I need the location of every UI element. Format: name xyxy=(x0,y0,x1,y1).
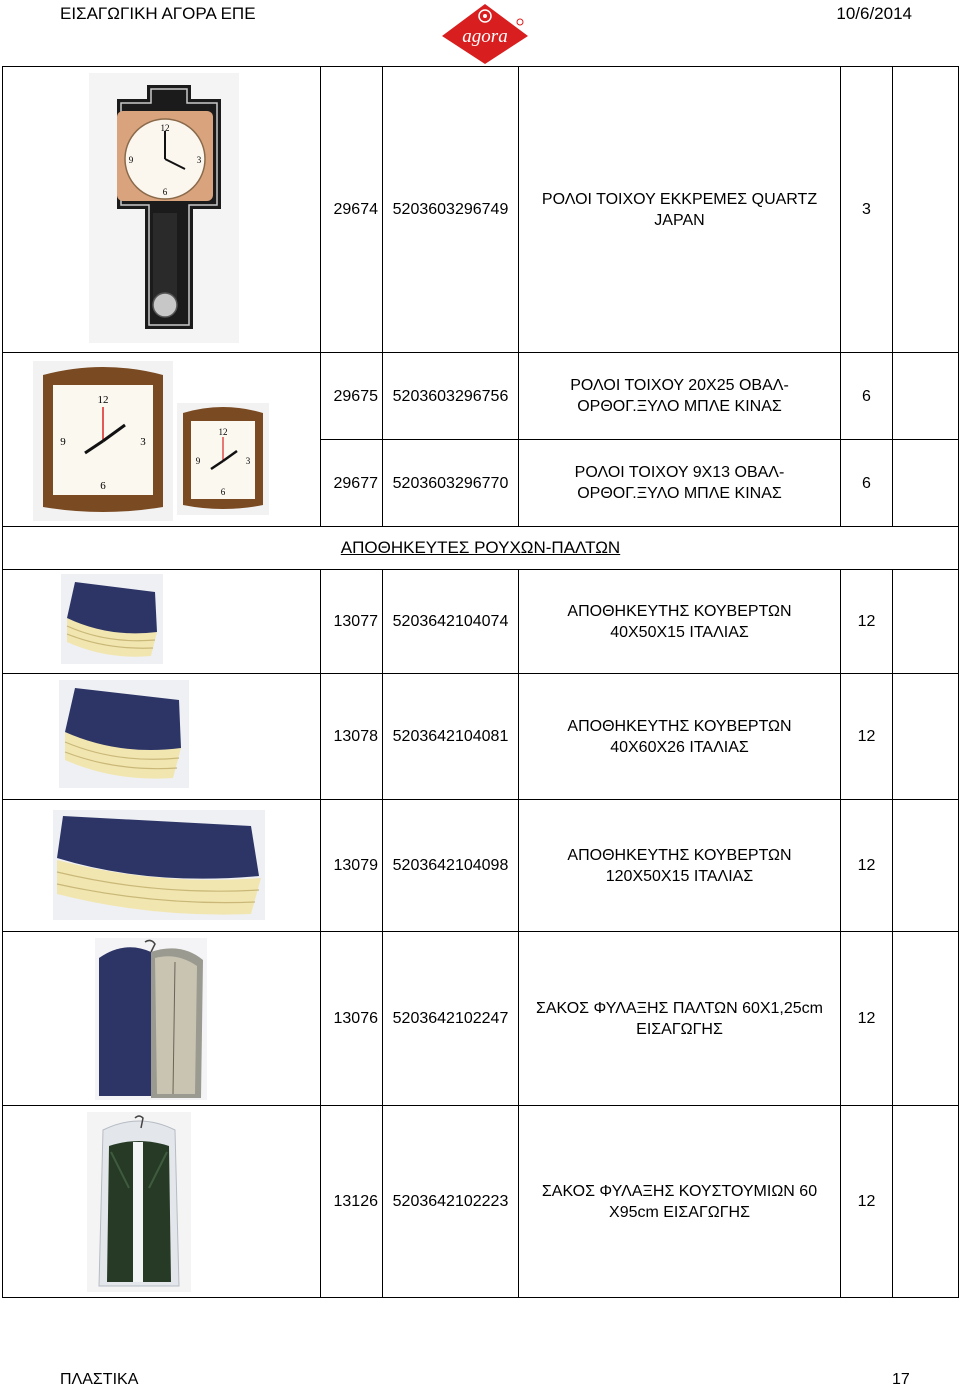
product-description: ΣΑΚΟΣ ΦΥΛΑΞΗΣ ΠΑΛΤΩΝ 60Χ1,25cm ΕΙΣΑΓΩΓΗΣ xyxy=(519,932,841,1106)
product-quantity: 12 xyxy=(841,800,893,932)
product-barcode: 5203603296756 xyxy=(383,353,519,440)
wall-clock-large-image xyxy=(33,361,173,521)
product-code: 13076 xyxy=(321,932,383,1106)
product-barcode: 5203642104098 xyxy=(383,800,519,932)
product-barcode: 5203642104074 xyxy=(383,570,519,674)
svg-text:9: 9 xyxy=(60,436,66,448)
product-code: 29677 xyxy=(321,440,383,527)
product-code: 13077 xyxy=(321,570,383,674)
table-row xyxy=(3,353,959,440)
product-barcode: 5203603296770 xyxy=(383,440,519,527)
product-barcode: 5203642102247 xyxy=(383,932,519,1106)
wall-clock-small-image xyxy=(177,403,269,515)
product-image-cell xyxy=(3,1106,321,1298)
svg-text:3: 3 xyxy=(196,155,202,165)
product-image-cell xyxy=(3,932,321,1106)
product-description: ΑΠΟΘΗΚΕΥΤΗΣ ΚΟΥΒΕΡΤΩΝ 40Χ60Χ26 ΙΤΑΛΙΑΣ xyxy=(519,674,841,800)
empty-cell xyxy=(893,800,959,932)
product-code: 13079 xyxy=(321,800,383,932)
svg-text:3: 3 xyxy=(245,456,251,466)
product-image-cell xyxy=(3,67,321,353)
svg-text:12: 12 xyxy=(97,394,109,406)
product-image-cell xyxy=(3,570,321,674)
svg-text:agora: agora xyxy=(462,26,508,47)
empty-cell xyxy=(893,1106,959,1298)
product-barcode: 5203642102223 xyxy=(383,1106,519,1298)
category-row xyxy=(3,527,959,570)
empty-cell xyxy=(893,570,959,674)
product-description: ΡΟΛΟΙ ΤΟΙΧΟΥ ΕΚΚΡΕΜΕΣ QUARTZ JAPAN xyxy=(519,67,841,353)
blanket-storage-bag-image xyxy=(61,574,163,664)
table-row xyxy=(3,932,959,1106)
product-description: ΡΟΛΟΙ ΤΟΙΧΟΥ 20Χ25 ΟΒΑΛ- ΟΡΘΟΓ.ΞΥΛΟ ΜΠΛΕ ΚΙΝΑΣ xyxy=(519,353,841,440)
product-image-cell xyxy=(3,674,321,800)
product-quantity: 12 xyxy=(841,570,893,674)
product-code: 29675 xyxy=(321,353,383,440)
empty-cell xyxy=(893,674,959,800)
svg-text:6: 6 xyxy=(220,487,226,497)
suit-garment-bag-image xyxy=(87,1112,191,1292)
company-name: ΕΙΣΑΓΩΓΙΚΗ ΑΓΟΡΑ ΕΠΕ xyxy=(60,4,256,23)
product-description: ΑΠΟΘΗΚΕΥΤΗΣ ΚΟΥΒΕΡΤΩΝ 40Χ50Χ15 ΙΤΑΛΙΑΣ xyxy=(519,570,841,674)
product-code: 13126 xyxy=(321,1106,383,1298)
pendulum-clock-image xyxy=(89,73,239,343)
product-barcode: 5203642104081 xyxy=(383,674,519,800)
product-quantity: 6 xyxy=(841,440,893,527)
svg-text:6: 6 xyxy=(162,187,168,197)
product-description: ΣΑΚΟΣ ΦΥΛΑΞΗΣ ΚΟΥΣΤΟΥΜΙΩΝ 60 Χ95cm ΕΙΣΑΓΩΓΗΣ xyxy=(519,1106,841,1298)
svg-text:12: 12 xyxy=(218,427,228,437)
table-row xyxy=(3,67,959,353)
empty-cell xyxy=(893,440,959,527)
product-barcode: 5203603296749 xyxy=(383,67,519,353)
product-quantity: 12 xyxy=(841,932,893,1106)
product-quantity: 6 xyxy=(841,353,893,440)
product-table xyxy=(2,66,959,1298)
table-row xyxy=(3,1106,959,1298)
product-description: ΑΠΟΘΗΚΕΥΤΗΣ ΚΟΥΒΕΡΤΩΝ 120Χ50Χ15 ΙΤΑΛΙΑΣ xyxy=(519,800,841,932)
product-quantity: 12 xyxy=(841,1106,893,1298)
blanket-storage-bag-image xyxy=(53,810,265,920)
product-image-cell xyxy=(3,800,321,932)
product-quantity: 12 xyxy=(841,674,893,800)
product-description: ΡΟΛΟΙ ΤΟΙΧΟΥ 9Χ13 ΟΒΑΛ- ΟΡΘΟΓ.ΞΥΛΟ ΜΠΛΕ ΚΙΝΑΣ xyxy=(519,440,841,527)
agora-logo xyxy=(440,2,530,66)
svg-text:9: 9 xyxy=(128,155,134,165)
table-row xyxy=(3,674,959,800)
svg-text:12: 12 xyxy=(160,123,170,133)
svg-text:6: 6 xyxy=(100,480,106,492)
section-name: ΠΛΑΣΤΙΚΑ xyxy=(60,1371,139,1388)
product-code: 13078 xyxy=(321,674,383,800)
product-quantity: 3 xyxy=(841,67,893,353)
coat-garment-bag-image xyxy=(95,938,207,1100)
product-image-cell xyxy=(3,353,321,527)
table-row xyxy=(3,570,959,674)
category-heading: ΑΠΟΘΗΚΕΥΤΕΣ ΡΟΥΧΩΝ-ΠΑΛΤΩΝ xyxy=(3,527,959,570)
product-code: 29674 xyxy=(321,67,383,353)
page-number: 17 xyxy=(892,1371,910,1388)
empty-cell xyxy=(893,932,959,1106)
print-date: 10/6/2014 xyxy=(836,4,912,23)
blanket-storage-bag-image xyxy=(59,680,189,788)
svg-text:3: 3 xyxy=(140,436,146,448)
empty-cell xyxy=(893,67,959,353)
svg-text:9: 9 xyxy=(195,456,201,466)
table-row xyxy=(3,800,959,932)
empty-cell xyxy=(893,353,959,440)
